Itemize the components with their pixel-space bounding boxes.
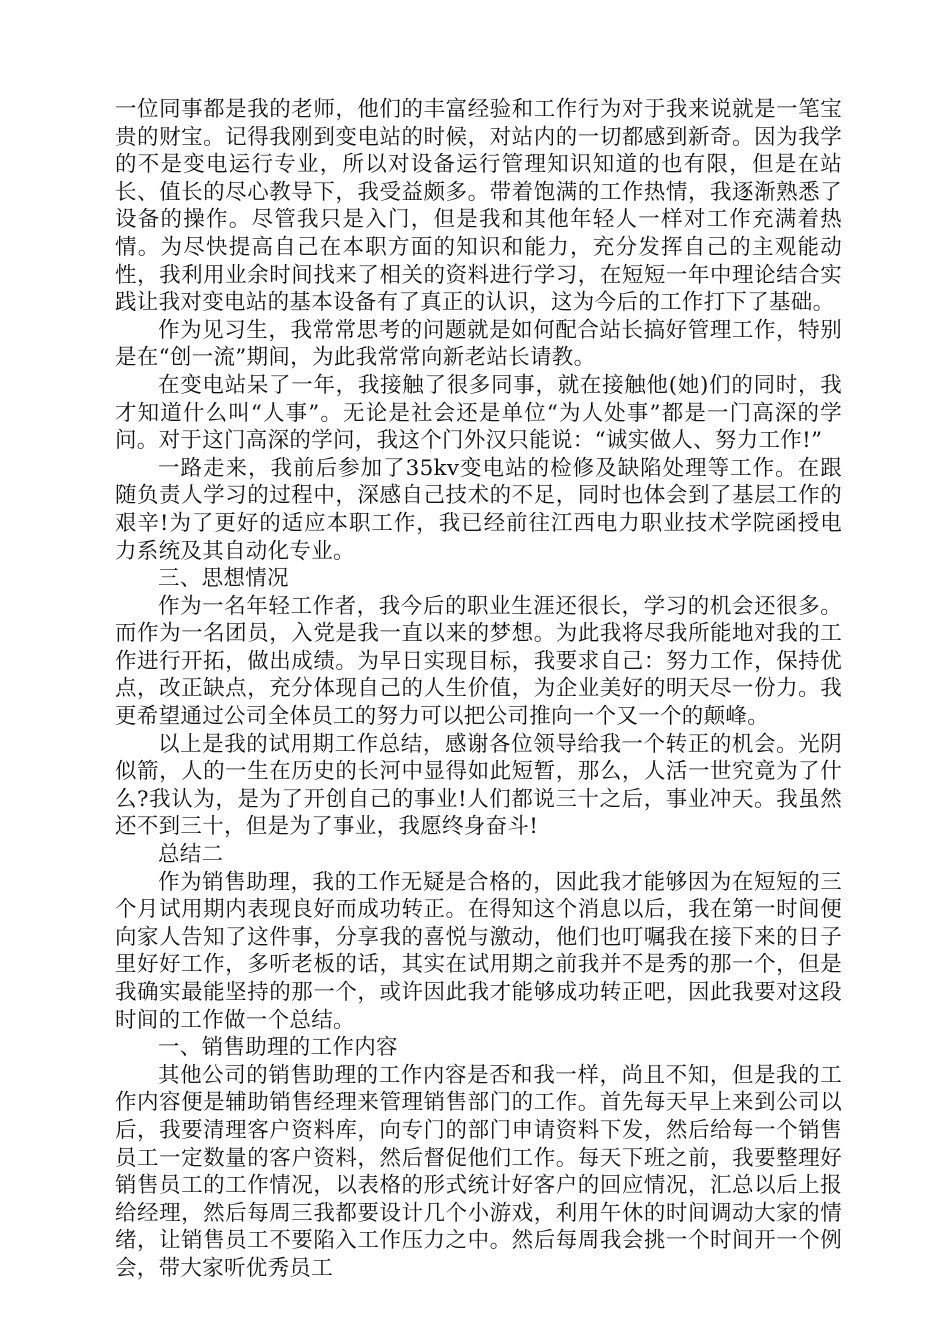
document-page (115, 96, 842, 1283)
paragraph: 以上是我的试用期工作总结，感谢各位领导给我一个转正的机会。光阴似箭，人的一生在历史的长河中显得如此短暂，那么，人活一世究竟为了什么?我认为，是为了开创自己的事业!人们都说三十之后，事业冲天。我虽然还不到三十，但是为了事业，我愿终身奋斗! (115, 731, 842, 840)
section-heading: 三、思想情况 (158, 566, 289, 592)
section-heading: 一、销售助理的工作内容 (158, 1035, 398, 1061)
section-heading: 总结二 (158, 842, 224, 868)
paragraph: 作为销售助理，我的工作无疑是合格的，因此我才能够因为在短短的三个月试用期内表现良好而成功转正。在得知这个消息以后，我在第一时间便向家人告知了这件事，分享我的喜悦与激动，他们也叮嘱我在接下来的日子里好好工作，多听老板的话，其实在试用期之前我并不是秀的那一个，但是我确实最能坚持的那一个，或许因此我才能够成功转正吧，因此我要对这段时间的工作做一个总结。 (115, 869, 842, 1033)
paragraph: 在变电站呆了一年，我接触了很多同事，就在接触他(她)们的同时，我才知道什么叫“人事”。无论是社会还是单位“为人处事”都是一门高深的学问。对于这门高深的学问，我这个门外汉只能说：“诚实做人、努力工作!” (115, 372, 842, 454)
paragraph: 一路走来，我前后参加了35kv变电站的检修及缺陷处理等工作。在跟随负责人学习的过程中，深感自己技术的不足，同时也体会到了基层工作的艰辛!为了更好的适应本职工作，我已经前往江西电力职业技术学院函授电力系统及其自动化专业。 (115, 455, 842, 564)
paragraph: 作为见习生，我常常思考的问题就是如何配合站长搞好管理工作，特别是在“创一流”期间，为此我常常向新老站长请教。 (115, 317, 842, 371)
paragraph: 一位同事都是我的老师，他们的丰富经验和工作行为对于我来说就是一笔宝贵的财宝。记得我刚到变电站的时候，对站内的一切都感到新奇。因为我学的不是变电运行专业，所以对设备运行管理知识知道的也有限，但是在站长、值长的尽心教导下，我受益颇多。带着饱满的工作热情，我逐渐熟悉了设备的操作。尽管我只是入门，但是我和其他年轻人一样对工作充满着热情。为尽快提高自己在本职方面的知识和能力，充分发挥自己的主观能动性，我利用业余时间找来了相关的资料进行学习，在短短一年中理论结合实践让我对变电站的基本设备有了真正的认识，这为今后的工作打下了基础。 (115, 97, 842, 316)
paragraph: 其他公司的销售助理的工作内容是否和我一样，尚且不知，但是我的工作内容便是辅助销售经理来管理销售部门的工作。首先每天早上来到公司以后，我要清理客户资料库，向专门的部门申请资料下发，然后给每一个销售员工一定数量的客户资料，然后督促他们工作。每天下班之前，我要整理好销售员工的工作情况，以表格的形式统计好客户的回应情况，汇总以后上报给经理，然后每周三我都要设计几个小游戏，利用午休的时间调动大家的情绪，让销售员工不要陷入工作压力之中。然后每周我会挑一个时间开一个例会，带大家听优秀员工 (115, 1062, 842, 1281)
paragraph: 作为一名年轻工作者，我今后的职业生涯还很长，学习的机会还很多。而作为一名团员，入党是我一直以来的梦想。为此我将尽我所能地对我的工作进行开拓，做出成绩。为早日实现目标，我要求自己：努力工作，保持优点，改正缺点，充分体现自己的人生价值，为企业美好的明天尽一份力。我更希望通过公司全体员工的努力可以把公司推向一个又一个的颠峰。 (115, 593, 842, 730)
